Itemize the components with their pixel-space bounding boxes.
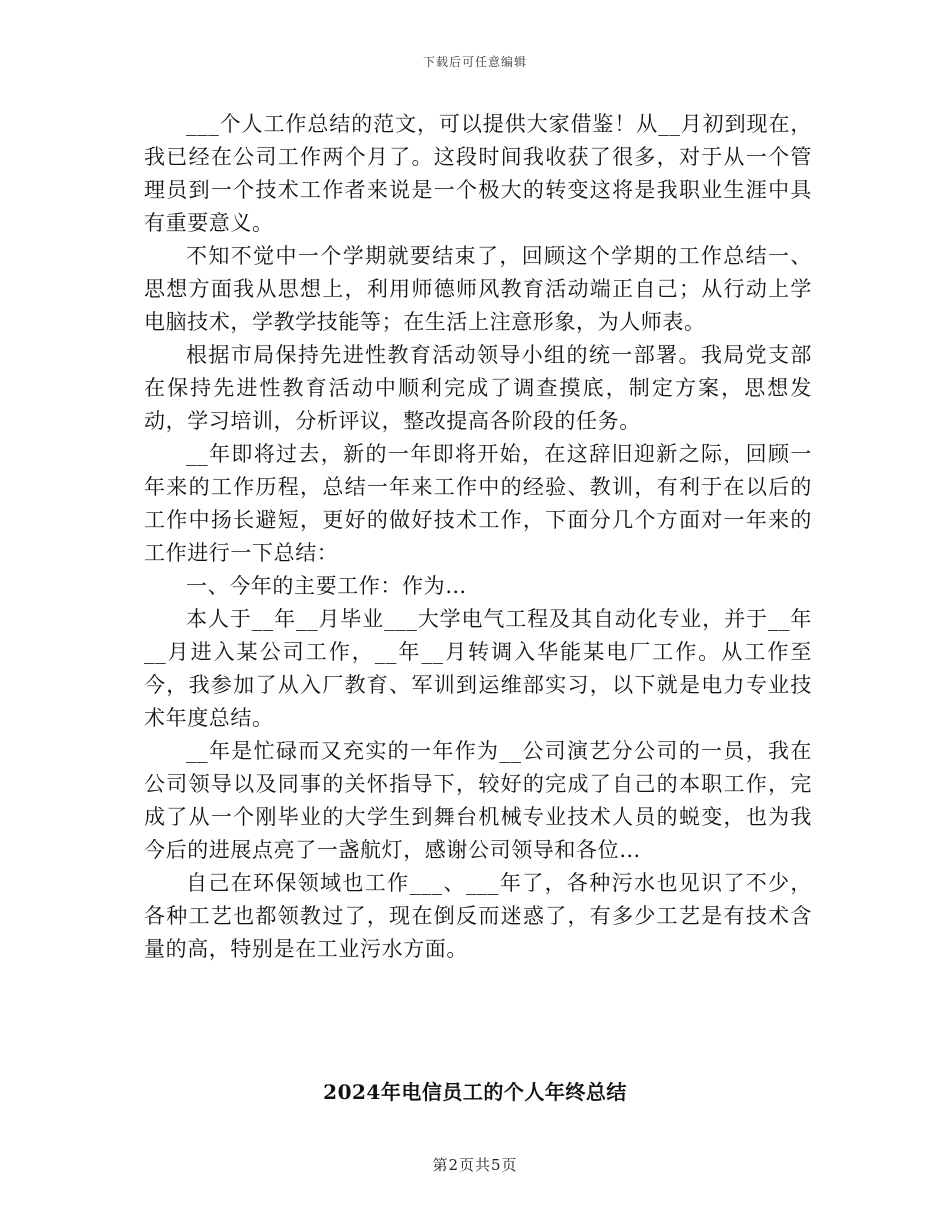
paragraph: 不知不觉中一个学期就要结束了，回顾这个学期的工作总结一、思想方面我从思想上，利用师德师风教育活动端正自己；从行动上学电脑技术，学教学技能等；在生活上注意形象，为人师表。 (144, 244, 812, 334)
paragraph: ___个人工作总结的范文，可以提供大家借鉴！从__月初到现在，我已经在公司工作两个月了。这段时间我收获了很多，对于从一个管理员到一个技术工作者来说是一个极大的转变这将是我职业生涯中具有重要意义。 (144, 112, 812, 235)
paragraph: __年即将过去，新的一年即将开始，在这辞旧迎新之际，回顾一年来的工作历程，总结一年来工作中的经验、教训，有利于在以后的工作中扬长避短，更好的做好技术工作，下面分几个方面对一年来的工作进行一下总结： (144, 442, 812, 565)
page-footer: 第2页共5页 (432, 1156, 518, 1174)
page-header: 下载后可任意编辑 (422, 55, 527, 69)
paragraph: __年是忙碌而又充实的一年作为__公司演艺分公司的一员，我在公司领导以及同事的关怀指导下，较好的完成了自己的本职工作，完成了从一个刚毕业的大学生到舞台机械专业技术人员的蜕变，也为我今后的进展点亮了一盏航灯，感谢公司领导和各位… (144, 739, 812, 862)
paragraph: 本人于__年__月毕业___大学电气工程及其自动化专业，并于__年__月进入某公司工作，__年__月转调入华能某电厂工作。从工作至今，我参加了从入厂教育、军训到运维部实习，以下就是电力专业技术年度总结。 (144, 607, 812, 730)
paragraph: 自己在环保领域也工作___、___年了，各种污水也见识了不少，各种工艺也都领教过了，现在倒反而迷惑了，有多少工艺是有技术含量的高，特别是在工业污水方面。 (144, 871, 812, 961)
document-body (144, 108, 812, 966)
paragraph: 根据市局保持先进性教育活动领导小组的统一部署。我局党支部在保持先进性教育活动中顺利完成了调查摸底，制定方案，思想发动，学习培训，分析评议，整改提高各阶段的任务。 (144, 343, 812, 433)
paragraph: 一、今年的主要工作：作为… (186, 574, 467, 598)
document-title: 2024年电信员工的个人年终总结 (323, 1080, 627, 1104)
